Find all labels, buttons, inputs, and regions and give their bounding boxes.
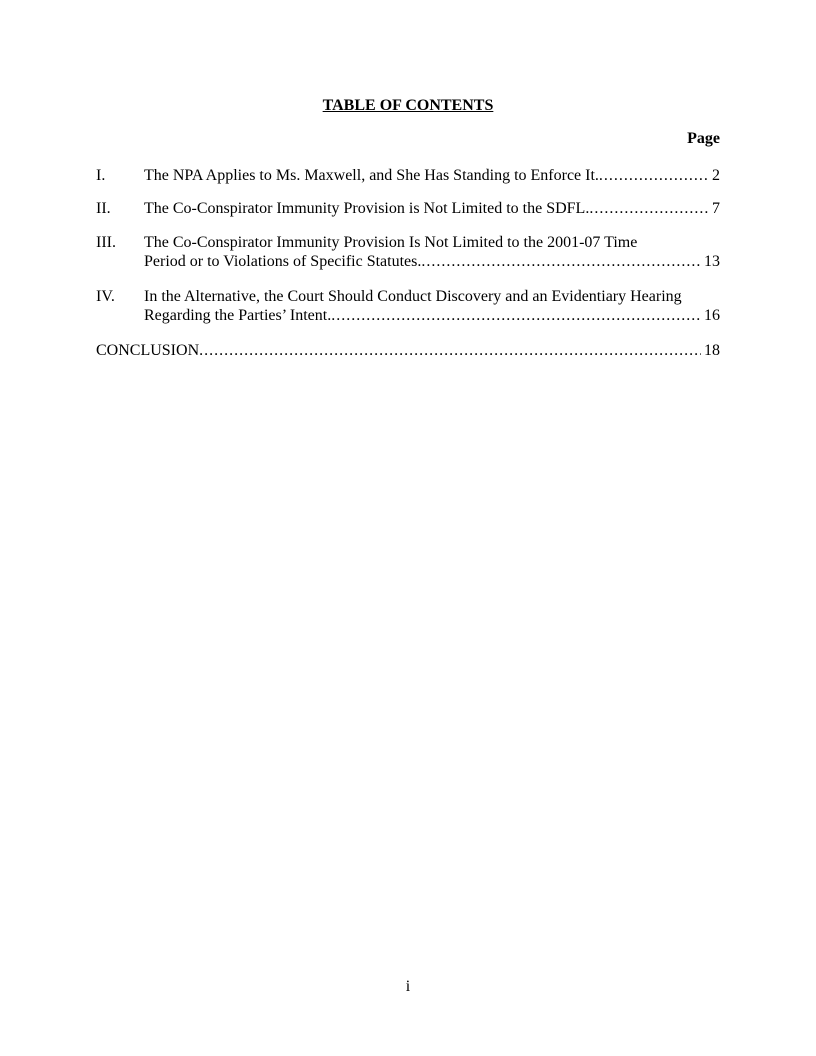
dot-leader	[589, 199, 709, 218]
page-number: i	[405, 978, 411, 995]
entry-number: IV.	[96, 288, 115, 305]
entry-number: III.	[96, 234, 116, 251]
page-column-header: Page	[687, 130, 720, 147]
dot-leader	[331, 306, 701, 325]
entry-number: II.	[96, 200, 111, 217]
entry-title: The Co-Conspirator Immunity Provision is Not Limited to the SDFL.	[144, 200, 590, 217]
toc-entry-4[interactable]	[96, 287, 720, 325]
dot-leader	[421, 252, 701, 271]
entry-page: 2	[712, 167, 720, 184]
entry-title: The NPA Applies to Ms. Maxwell, and She Has Standing to Enforce It.	[144, 167, 599, 184]
entry-page: 18	[704, 342, 720, 359]
entry-number: I.	[96, 167, 106, 184]
dot-leader	[599, 166, 709, 185]
toc-entry-1[interactable]	[96, 166, 720, 185]
toc-title: TABLE OF CONTENTS	[322, 97, 494, 114]
entry-title-line-1: The Co-Conspirator Immunity Provision Is Not Limited to the 2001-07 Time	[144, 234, 638, 251]
entry-title-line-1: In the Alternative, the Court Should Conduct Discovery and an Evidentiary Hearing	[144, 288, 682, 305]
entry-page: 16	[704, 307, 720, 324]
dot-leader	[199, 341, 701, 360]
toc-entry-3[interactable]	[96, 233, 720, 271]
entry-page: 13	[704, 253, 720, 270]
entry-title: CONCLUSION	[96, 342, 200, 359]
entry-page: 7	[712, 200, 720, 217]
toc-entry-conclusion[interactable]	[96, 341, 720, 360]
entry-title-line-2: Regarding the Parties’ Intent.	[144, 307, 332, 324]
entry-title-line-2: Period or to Violations of Specific Statutes.	[144, 253, 422, 270]
toc-entry-2[interactable]	[96, 199, 720, 218]
